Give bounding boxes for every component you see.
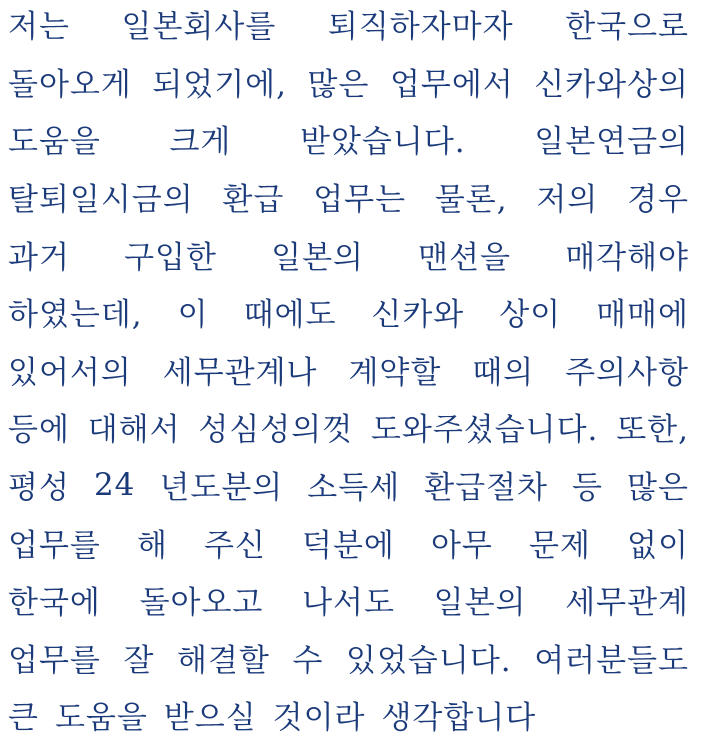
- word: 있었습니다.: [346, 642, 512, 679]
- word: 또한,: [616, 412, 689, 449]
- word: 저는: [8, 9, 70, 46]
- word: 환급: [222, 182, 285, 219]
- word: 큰: [8, 700, 39, 737]
- word: 도움을: [8, 124, 101, 161]
- word: 일본회사를: [121, 9, 277, 46]
- word: 매매에: [596, 297, 689, 334]
- word: 일본연금의: [534, 124, 689, 161]
- word: 신카와상의: [534, 66, 689, 103]
- word: 24: [93, 466, 136, 503]
- word: 덕분에: [302, 527, 395, 564]
- word: 업무를: [8, 527, 101, 564]
- word: 저의: [536, 182, 599, 219]
- word: 퇴직하자마자: [327, 9, 514, 46]
- text-line: [8, 398, 689, 456]
- word: 아무: [430, 527, 493, 564]
- word: 수: [292, 642, 324, 679]
- word: 등에: [8, 412, 70, 449]
- word: 업무는: [313, 182, 407, 219]
- word: 년도분의: [159, 470, 284, 507]
- text-line: [8, 283, 689, 341]
- word: 신카와: [371, 297, 465, 334]
- word: 도움을: [54, 700, 148, 737]
- text-line: [8, 0, 689, 53]
- word: 구입한: [124, 239, 217, 276]
- text-line: [8, 341, 689, 399]
- word: 받으실: [163, 700, 257, 737]
- word: 여러분들도: [534, 642, 689, 679]
- word: 일본의: [433, 585, 527, 622]
- text-line: [8, 513, 689, 571]
- word: 때의: [472, 354, 535, 391]
- word: 물론,: [434, 182, 508, 219]
- word: 많은: [307, 66, 370, 103]
- word: 성심성의껏: [198, 412, 354, 449]
- word: 이: [177, 297, 209, 334]
- text-line: [8, 110, 689, 168]
- word: 많은: [627, 470, 689, 507]
- word: 상이: [499, 297, 562, 334]
- word: 문제: [529, 527, 591, 564]
- word: 있어서의: [8, 354, 132, 391]
- word: 세무관계나: [162, 354, 318, 391]
- text-line: [8, 686, 689, 744]
- word: 해: [136, 527, 168, 564]
- word: 환급절차: [424, 470, 548, 507]
- word: 받았습니다.: [300, 124, 466, 161]
- word: 계약할: [348, 354, 442, 391]
- text-line: [8, 629, 689, 687]
- word: 생각합니다: [381, 700, 537, 737]
- word: 것이라: [272, 700, 366, 737]
- word: 잘: [123, 642, 155, 679]
- word: 업무를: [8, 642, 101, 679]
- word: 돌아오게: [8, 66, 132, 103]
- word: 크게: [169, 124, 232, 161]
- text-line: [8, 168, 689, 226]
- word: 일본의: [271, 239, 364, 276]
- word: 과거: [8, 239, 70, 276]
- word: 매각해야: [565, 239, 689, 276]
- word: 해결할: [177, 642, 270, 679]
- word: 나서도: [302, 585, 395, 622]
- word: 도와주셨습니다.: [370, 412, 599, 449]
- word: 경우: [627, 182, 689, 219]
- text-line: [8, 456, 689, 514]
- word: 업무에서: [389, 66, 514, 103]
- word: 평성: [8, 470, 70, 507]
- word: 세무관계: [565, 585, 689, 622]
- text-line: [8, 225, 689, 283]
- word: 탈퇴일시금의: [8, 182, 194, 219]
- word: 돌아오고: [139, 585, 264, 622]
- word: 맨션을: [418, 239, 511, 276]
- word: 주의사항: [565, 354, 689, 391]
- word: 대해서: [87, 412, 181, 449]
- word: 한국으로: [565, 9, 689, 46]
- word: 등: [572, 470, 603, 507]
- text-line: [8, 53, 689, 111]
- word: 없이: [627, 527, 689, 564]
- text-line: [8, 571, 689, 629]
- word: 되었기에,: [152, 66, 287, 103]
- word: 소득세: [307, 470, 401, 507]
- word: 때에도: [243, 297, 337, 334]
- word: 하였는데,: [8, 297, 143, 334]
- word: 주신: [204, 527, 266, 564]
- word: 한국에: [8, 585, 101, 622]
